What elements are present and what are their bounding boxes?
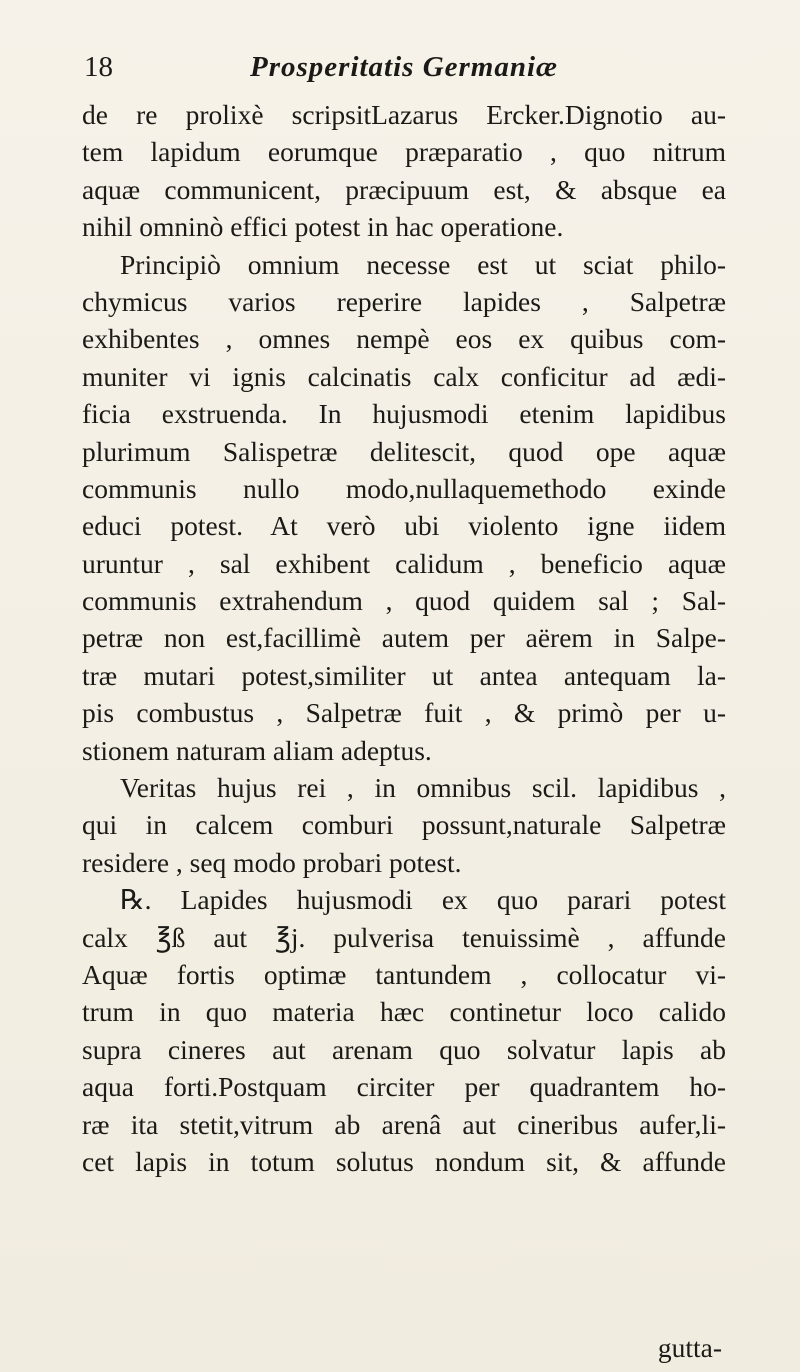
text-line: Principiò omnium necesse est ut sciat philo- — [120, 248, 726, 280]
body-text — [82, 96, 726, 1180]
text-line: nihil omninò effici potest in hac operatione. — [82, 211, 564, 243]
text-line: calx ℥ß aut ℥j. pulverisa tenuissimè , affunde — [82, 921, 726, 953]
text-line: de re prolixè scripsitLazarus Ercker.Dignotio au- — [82, 99, 726, 130]
text-line: Aquæ fortis optimæ tantundem , collocatur vi- — [82, 958, 726, 990]
text-line: uruntur , sal exhibent calidum , beneficio aquæ — [82, 547, 726, 579]
page-number: 18 — [84, 51, 113, 83]
text-line: petræ non est,facillimè autem per aërem in Salpe- — [82, 622, 726, 654]
text-line: pis combustus , Salpetræ fuit , & primò per u- — [82, 697, 726, 729]
text-line: chymicus varios reperire lapides , Salpetræ — [82, 285, 726, 317]
text-line: exhibentes , omnes nempè eos ex quibus com- — [82, 323, 726, 355]
text-line: educi potest. At verò ubi violento igne iidem — [82, 510, 726, 542]
text-line: cet lapis in totum solutus nondum sit, & affunde — [82, 1145, 726, 1177]
text-line: stionem naturam aliam adeptus. — [82, 734, 432, 766]
page-header — [84, 44, 724, 90]
text-line: communis extrahendum , quod quidem sal ; Sal- — [82, 585, 726, 617]
text-line: qui in calcem comburi possunt,naturale Salpetræ — [82, 809, 726, 841]
text-line: aquæ communicent, præcipuum est, & absque ea — [82, 173, 726, 205]
text-line: Veritas hujus rei , in omnibus scil. lapidibus , — [120, 772, 726, 804]
text-line: supra cineres aut arenam quo solvatur lapis ab — [82, 1033, 726, 1065]
text-line: ræ ita stetit,vitrum ab arenâ aut cineribus aufer,li- — [82, 1108, 726, 1140]
text-line: træ mutari potest,similiter ut antea antequam la- — [82, 659, 726, 691]
text-line: tem lapidum eorumque præparatio , quo nitrum — [82, 136, 726, 168]
running-title: Prosperitatis Germaniæ — [250, 51, 558, 83]
text-line: plurimum Salispetræ delitescit, quod ope aquæ — [82, 435, 726, 467]
text-line: trum in quo materia hæc continetur loco calido — [82, 996, 726, 1028]
text-line: ℞. Lapides hujusmodi ex quo parari potest — [120, 884, 726, 916]
text-line: residere , seq modo probari potest. — [82, 846, 462, 878]
text-line: ficia exstruenda. In hujusmodi etenim lapidibus — [82, 398, 726, 430]
text-line: aqua forti.Postquam circiter per quadrantem ho- — [82, 1071, 726, 1103]
text-line: communis nullo modo,nullaquemethodo exinde — [82, 472, 726, 504]
catchword: gutta- — [657, 1332, 722, 1363]
text-line: muniter vi ignis calcinatis calx conficitur ad ædi- — [82, 360, 726, 392]
